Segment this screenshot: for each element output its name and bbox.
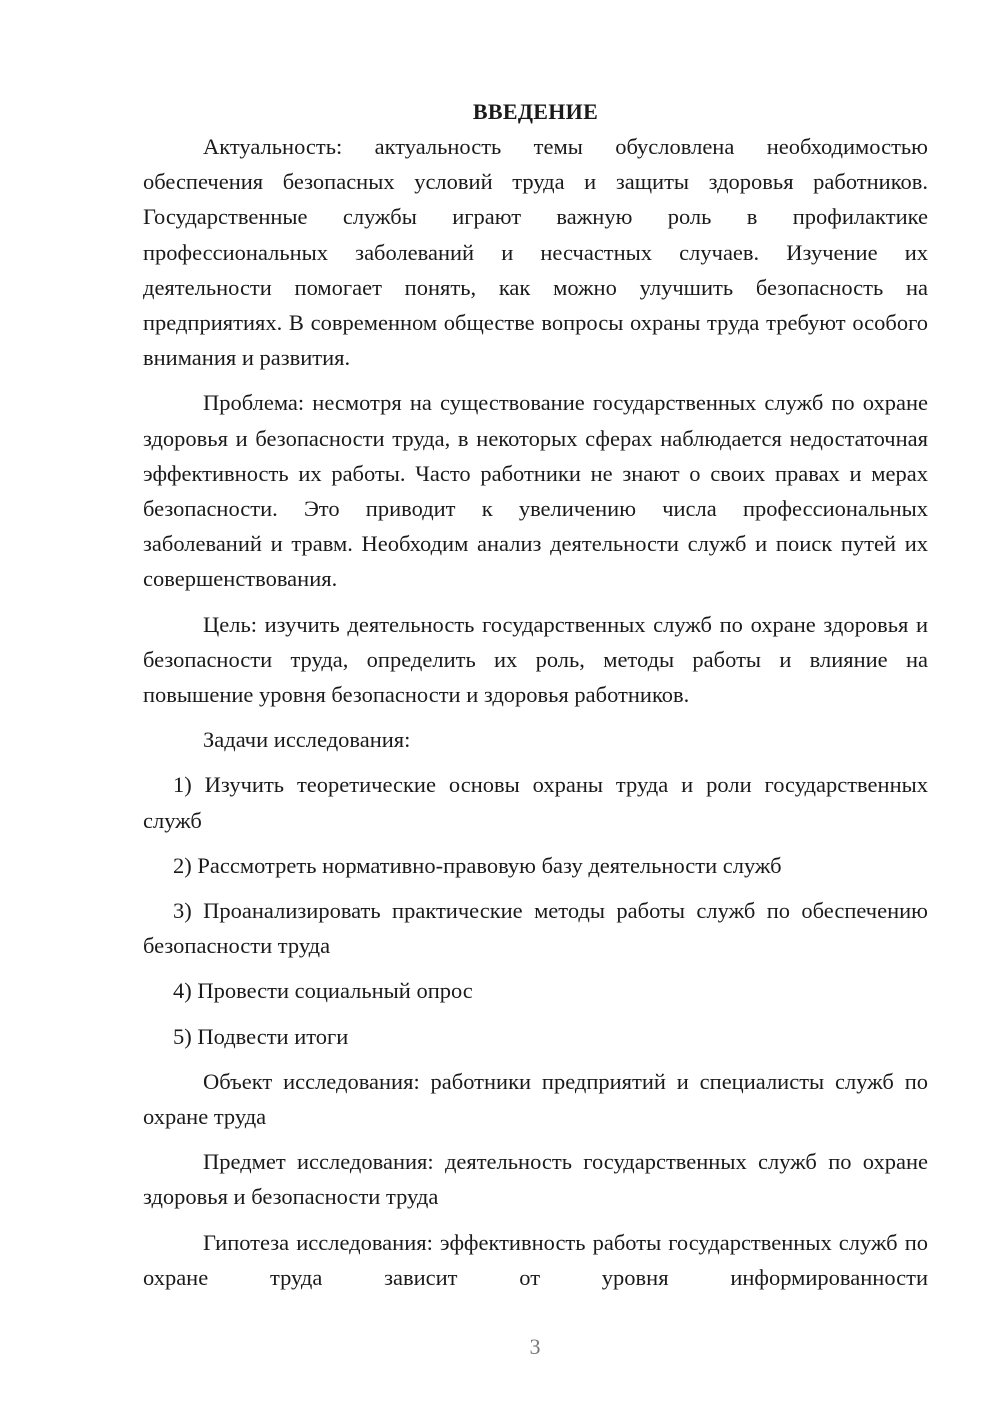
task-item-2: 2) Рассмотреть нормативно-правовую базу деятельности служб xyxy=(173,852,782,878)
goal-paragraph: Цель: изучить деятельность государственных служб по охране здоровья и безопасности труда, определить их роль, методы работы и влияние на повышение уровня безопасности и здоровья работников. xyxy=(143,611,928,708)
page-number: 3 xyxy=(529,1334,541,1359)
section-title: ВВЕДЕНИЕ xyxy=(472,99,599,124)
subject-paragraph: Предмет исследования: деятельность государственных служб по охране здоровья и безопасности труда xyxy=(143,1149,928,1210)
tasks-heading: Задачи исследования: xyxy=(203,727,411,753)
task-item-3: 3) Проанализировать практические методы работы служб по обеспечению безопасности труда xyxy=(143,898,928,959)
hypothesis-paragraph: Гипотеза исследования: эффективность работы государственных служб по охране труда зависит от уровня информированности xyxy=(143,1229,928,1290)
relevance-paragraph: Актуальность: актуальность темы обусловлена необходимостью обеспечения безопасных условий труда и защиты здоровья работников. Государственные службы играют важную роль в профилактике профессиональных заболеваний и несчастных случаев. Изучение их деятельности помогает понять, как можно улучшить безопасность на предприятиях. В современном обществе вопросы охраны труда требуют особого внимания и развития. xyxy=(143,134,928,371)
problem-paragraph: Проблема: несмотря на существование государственных служб по охране здоровья и безопасности труда, в некоторых сферах наблюдается недостаточная эффективность их работы. Часто работники не знают о своих правах и мерах безопасности. Это приводит к увеличению числа профессиональных заболеваний и травм. Необходим анализ деятельности служб и поиск путей их совершенствования. xyxy=(143,390,928,592)
task-item-1: 1) Изучить теоретические основы охраны труда и роли государственных служб xyxy=(143,772,928,833)
task-item-4: 4) Провести социальный опрос xyxy=(173,978,473,1004)
document-page xyxy=(143,94,928,1295)
task-item-5: 5) Подвести итоги xyxy=(173,1023,349,1049)
object-paragraph: Объект исследования: работники предприятий и специалисты служб по охране труда xyxy=(143,1068,928,1130)
